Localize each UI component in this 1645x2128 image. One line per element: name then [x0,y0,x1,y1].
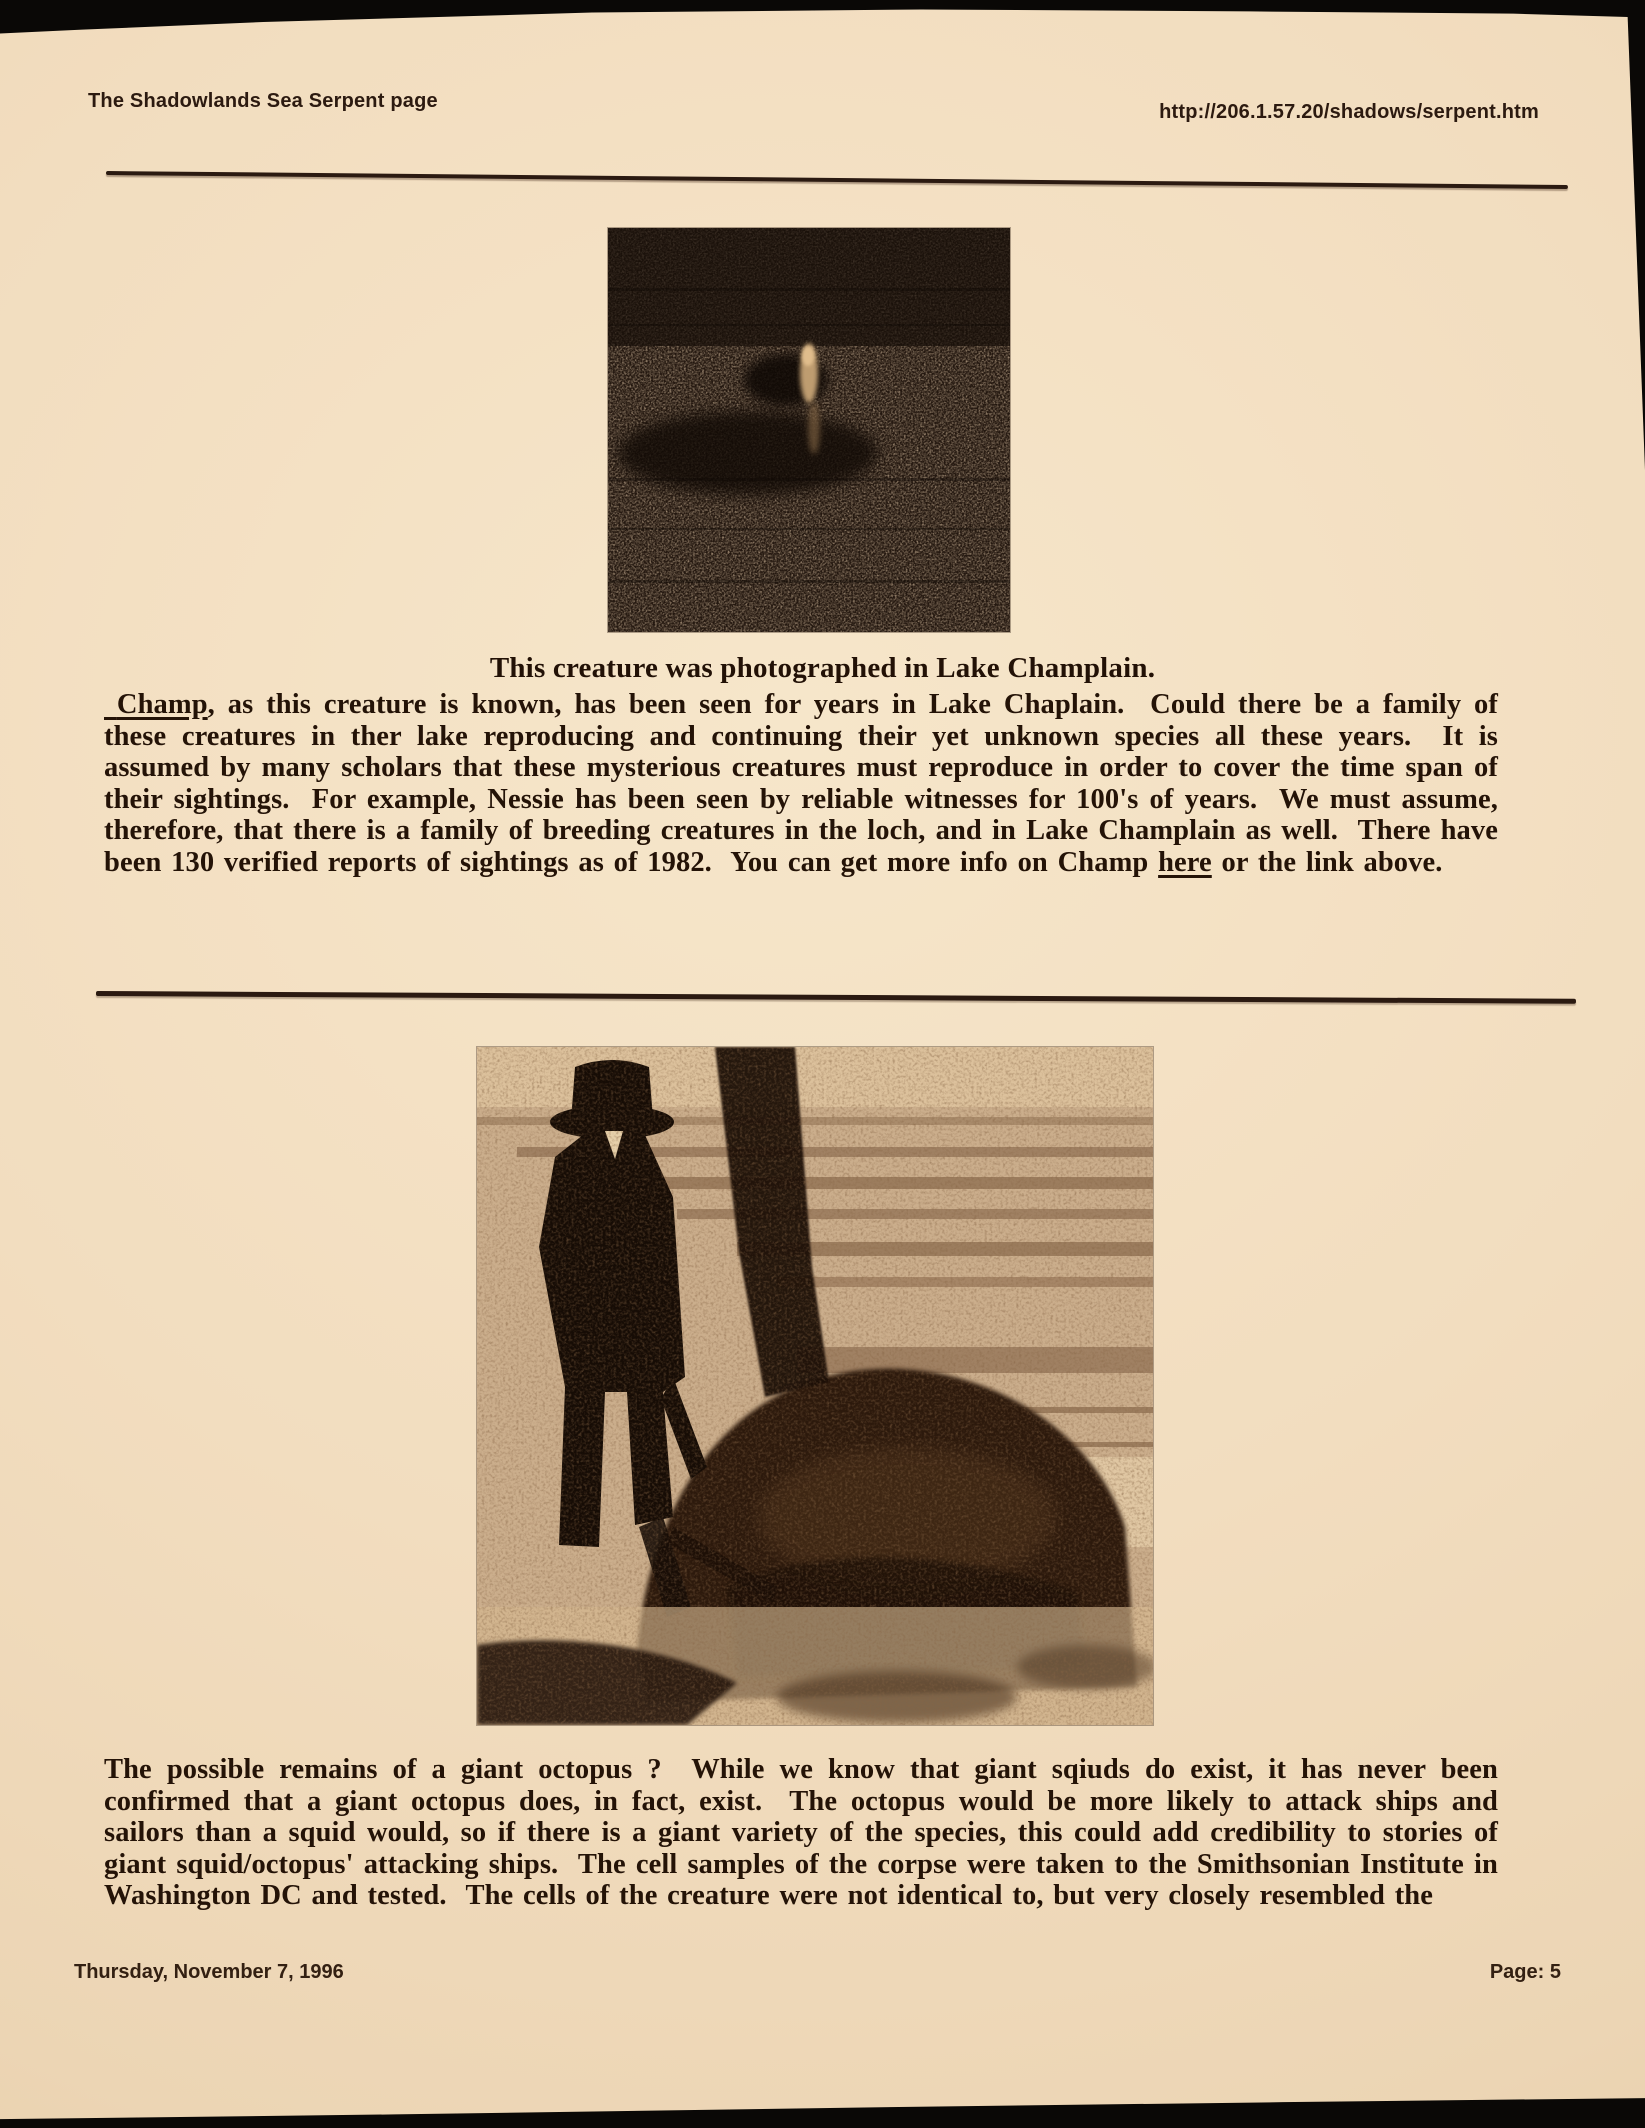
text-run: or the link above. [1211,846,1443,878]
octopus-paragraph: The possible remains of a giant octopus ? While we know that giant sqiuds do exist, it has never been confirmed that a giant octopus does, in fact, exist. The octopus would be more likely to attack ships and sailors than a squid would, so if there is a giant variety of the species, this could add credibility to stories of giant squid/octopus' attacking ships. The cell samples of the corpse were taken to the Smithsonian Institute in Washington DC and tested. The cells of the creature were not identical to, but very closely resembled the [104,1754,1508,1912]
text-run: , as this creature is known, has been seen for years in Lake Chaplain. Could there be a family of these creatures in ther lake reproducing and continuing their yet unknown species all these years. It is assumed by many scholars that these mysterious creatures must reproduce in order to cover the time span of their sightings. For example, Nessie has been seen by reliable witnesses for 100's of years. We must assume, therefore, that there is a family of breeding creatures in the loch, and in Lake Champlain as well. There have been 130 verified reports of sightings as of 1982. You can get more info on Champ [104,689,1508,878]
champ-link[interactable]: Champ [104,689,208,720]
octopus-photo-art [477,1047,1153,1725]
page-header-title: The Shadowlands Sea Serpent page [88,90,438,112]
champ-paragraph [104,689,1508,879]
photo-caption: This creature was photographed in Lake Champlain. [489,652,1156,684]
here-link[interactable]: here [1158,846,1212,878]
footer-date: Thursday, November 7, 1996 [74,1961,344,1983]
horizontal-rule-middle [96,991,1576,1004]
octopus-photo [477,1047,1153,1725]
horizontal-rule-top [106,171,1568,189]
champ-photo [608,228,1010,632]
footer-page-number: Page: 5 [1489,1961,1561,1983]
champ-photo-art [608,228,1010,632]
page-header-url: http://206.1.57.20/shadows/serpent.htm [1159,101,1539,123]
